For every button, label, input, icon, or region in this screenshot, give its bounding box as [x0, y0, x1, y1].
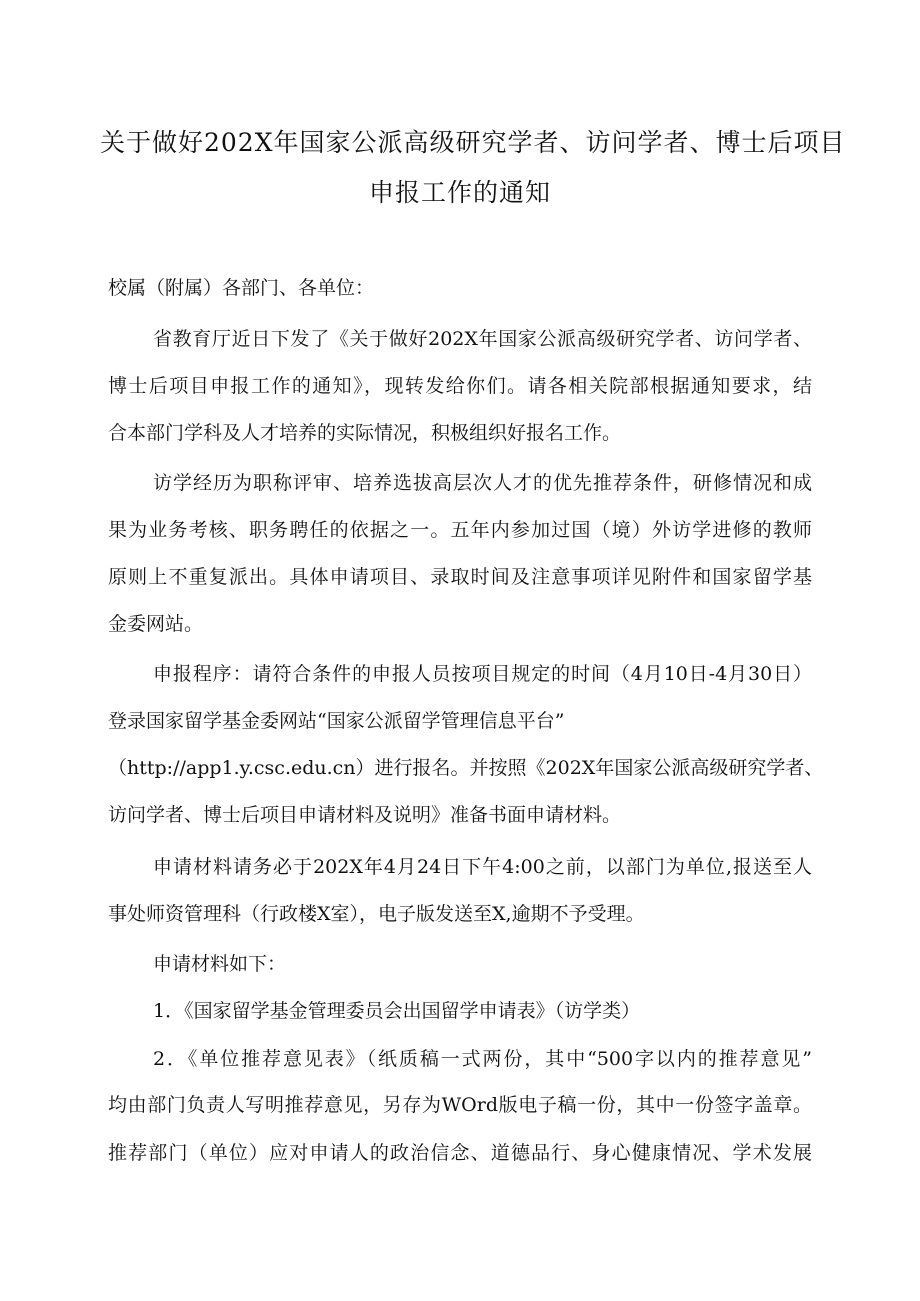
- paragraph-2-line-3: 原则上不重复派出。具体申请项目、录取时间及注意事项详见附件和国家留学基: [108, 566, 812, 588]
- paragraph-2-line-1: 访学经历为职称评审、培养选拔高层次人才的优先推荐条件，研修情况和成: [153, 472, 812, 494]
- materials-item-2-line-2: 均由部门负责人写明推荐意见，另存为WOrd版电子稿一份，其中一份签字盖章。: [108, 1094, 812, 1116]
- paragraph-4-line-1: 申请材料请务必于202X年4月24日下午4:00之前，以部门为单位,报送至人: [153, 856, 812, 878]
- paragraph-2-line-4: 金委网站。: [108, 613, 204, 635]
- paragraph-1-line-2: 博士后项目申报工作的通知》，现转发给你们。请各相关院部根据通知要求，结: [108, 375, 812, 397]
- paragraph-3-line-3: （http://app1.y.csc.edu.cn）进行报名。并按照《202X年国家公派高级研究学者、: [108, 757, 824, 779]
- paragraph-4-line-2: 事处师资管理科（行政楼X室），电子版发送至X,逾期不予受理。: [108, 903, 645, 925]
- materials-item-2-line-3: 推荐部门（单位）应对申请人的政治信念、道德品行、身心健康情况、学术发展: [108, 1142, 812, 1164]
- materials-heading: 申请材料如下：: [153, 953, 287, 975]
- paragraph-2-line-2: 果为业务考核、职务聘任的依据之一。五年内参加过国（境）外访学进修的教师: [108, 519, 812, 541]
- document-title-line-1: 关于做好202X年国家公派高级研究学者、访问学者、博士后项目: [100, 128, 846, 157]
- salutation: 校属（附属）各部门、各单位：: [108, 277, 375, 299]
- document-title-line-2: 申报工作的通知: [368, 178, 551, 207]
- paragraph-1-line-1: 省教育厅近日下发了《关于做好202X年国家公派高级研究学者、访问学者、: [153, 328, 812, 350]
- paragraph-1-line-3: 合本部门学科及人才培养的实际情况，积极组织好报名工作。: [108, 422, 622, 444]
- paragraph-3-line-2: 登录国家留学基金委网站“国家公派留学管理信息平台”: [108, 710, 565, 732]
- paragraph-3-line-1: 申报程序：请符合条件的申报人员按项目规定的时间（4月10日-4月30日）: [153, 663, 812, 685]
- materials-item-2-line-1: 2．《单位推荐意见表》（纸质稿一式两份，其中“500字以内的推荐意见”: [153, 1048, 812, 1070]
- materials-item-1: 1．《国家留学基金管理委员会出国留学申请表》（访学类）: [153, 1000, 641, 1022]
- paragraph-3-line-4: 访问学者、博士后项目申请材料及说明》准备书面申请材料。: [108, 804, 622, 826]
